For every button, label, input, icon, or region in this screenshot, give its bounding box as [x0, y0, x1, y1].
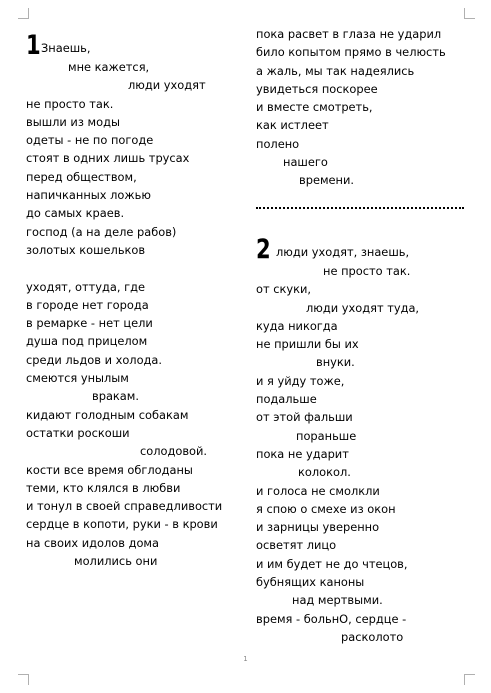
poem-line: подальше — [256, 392, 317, 407]
poem-1-first-line — [26, 30, 236, 61]
poem-line: смеются унылым — [26, 371, 129, 386]
poem-line: расколото — [341, 629, 404, 644]
margin-mark-top-left — [18, 8, 29, 19]
poem-line: от скуки, — [256, 282, 312, 297]
poem-line: пока не ударит — [256, 446, 349, 461]
poem-line: времени. — [299, 173, 355, 188]
poem-line: господ (а на деле рабов) — [26, 224, 177, 239]
poem-line: золотых кошельков — [26, 242, 146, 257]
poem-line: теми, кто клялся в любви — [26, 480, 181, 495]
poem-line: и тонул в своей справедливости — [26, 499, 223, 514]
poem-line: в ремарке - нет цели — [26, 316, 153, 331]
poem-line: на своих идолов дома — [26, 535, 160, 550]
poem-line: внуки. — [316, 355, 355, 370]
poem-2 — [256, 234, 471, 646]
stanza-break — [26, 259, 236, 277]
poem-line: сердце в копоти, руки - в крови — [26, 517, 218, 532]
poem-line: полено — [256, 136, 300, 151]
poem-line: стоят в одних лишь трусах — [26, 151, 190, 166]
poem-line: не просто так. — [323, 264, 411, 278]
poem-line: молились они — [74, 554, 158, 569]
poem-line: кости все время обглоданы — [26, 462, 193, 477]
poem-1 — [26, 30, 236, 570]
poem-line: и голоса не смолкли — [256, 483, 380, 498]
poem-line: не просто так. — [26, 96, 114, 111]
poem-line: увидеться поскорее — [256, 81, 378, 96]
poem-line: над мертвыми. — [292, 593, 383, 608]
poem-1-number: 1 — [26, 30, 41, 61]
poem-line: до самых краев. — [26, 206, 125, 221]
poem-line: и вместе смотреть, — [256, 100, 373, 115]
poem-line: вышли из моды — [26, 114, 120, 129]
margin-mark-bottom-left — [18, 674, 29, 685]
poem-line: одеты - не по погоде — [26, 133, 154, 148]
poem-line: напичканных ложью — [26, 188, 151, 203]
poem-line: как истлеет — [256, 118, 329, 133]
page-number: 1 — [243, 655, 248, 663]
poem-line: било копытом прямо в челюсть — [256, 45, 446, 60]
margin-mark-top-right — [464, 8, 475, 19]
poem-2-number: 2 — [256, 234, 271, 265]
poem-line: и я уйду тоже, — [256, 373, 345, 388]
poem-line: нашего — [283, 155, 328, 170]
poem-line: остатки роскоши — [26, 425, 130, 440]
poem-1-continuation — [256, 25, 471, 190]
poem-line: я спою о смехе из окон — [256, 501, 396, 516]
poem-line: уходят, оттуда, где — [26, 279, 146, 294]
poem-line: вракам. — [92, 389, 139, 404]
poem-line: и им будет не до чтецов, — [256, 556, 408, 571]
poem-line: в городе нет города — [26, 297, 149, 312]
section-divider — [256, 207, 464, 209]
poem-line: время - больнО, сердце - — [256, 611, 407, 626]
poem-line: и зарницы уверенно — [256, 520, 380, 535]
poem-line: осветят лицо — [256, 538, 337, 553]
poem-line: пораньше — [296, 428, 357, 443]
poem-line: кидают голодным собакам — [26, 407, 189, 422]
poem-line: мне кажется, — [68, 60, 150, 74]
margin-mark-bottom-right — [464, 674, 475, 685]
poem-line: бубнящих каноны — [256, 575, 365, 590]
poem-2-opening-text: люди уходят, знаешь, — [276, 245, 410, 259]
poem-line: пока расвет в глаза не ударил — [256, 27, 442, 41]
poem-2-first-line — [256, 234, 471, 265]
poem-line: от этой фальши — [256, 410, 353, 425]
poem-line: среди льдов и холода. — [26, 352, 163, 367]
poem-line: не пришли бы их — [256, 337, 359, 352]
poem-line: солодовой. — [140, 444, 208, 459]
poem-line: люди уходят туда, — [306, 300, 420, 315]
poem-line: душа под прицелом — [26, 334, 148, 349]
poem-line: а жаль, мы так надеялись — [256, 63, 415, 78]
poem-line: куда никогда — [256, 318, 338, 333]
poem-1-opening-text: Знаешь, — [41, 41, 91, 55]
poem-line: колокол. — [298, 465, 351, 480]
poem-line: люди уходят — [128, 78, 206, 93]
poem-line: перед обществом, — [26, 169, 137, 184]
